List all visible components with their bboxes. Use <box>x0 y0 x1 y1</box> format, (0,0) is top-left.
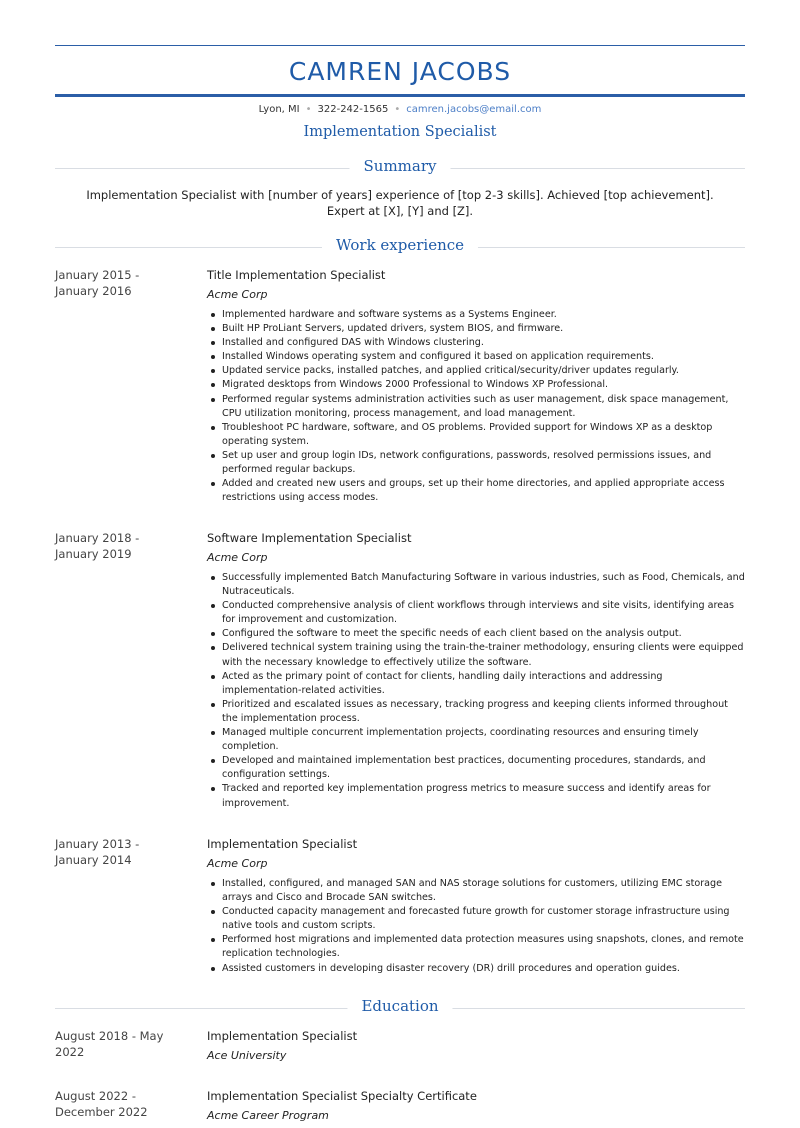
education-school: Acme Career Program <box>207 1109 329 1122</box>
phone: 322-242-1565 <box>317 104 389 115</box>
job-company: Acme Corp <box>207 288 268 301</box>
job-bullets <box>207 571 745 811</box>
job-company: Acme Corp <box>207 857 268 870</box>
summary-heading <box>55 157 745 179</box>
candidate-name: CAMREN JACOBS <box>288 57 512 86</box>
job-bullets <box>207 308 745 505</box>
bullet-item: Set up user and group login IDs, network configurations, passwords, resolved permissions issues, and performed regular backups. <box>222 449 745 477</box>
education-heading <box>55 997 745 1019</box>
separator-dot: • <box>394 104 401 115</box>
job-dates: January 2015 - January 2016 <box>55 268 140 298</box>
bullet-item: Successfully implemented Batch Manufacturing Software in various industries, such as Food, Chemicals, and Nutraceuticals. <box>222 571 745 599</box>
experience-heading <box>55 236 745 258</box>
bullet-item: Built HP ProLiant Servers, updated drivers, system BIOS, and firmware. <box>222 322 745 336</box>
job-dates: January 2018 - January 2019 <box>55 531 140 561</box>
job-company: Acme Corp <box>207 551 268 564</box>
section-label: Work experience <box>322 236 478 254</box>
education-dates: August 2018 - May 2022 <box>55 1029 164 1059</box>
section-label: Education <box>347 997 452 1015</box>
job-role: Software Implementation Specialist <box>207 531 412 545</box>
bullet-item: Added and created new users and groups, set up their home directories, and applied appropriate access restrictions using access modes. <box>222 477 745 505</box>
summary-text: Implementation Specialist with [number of years] experience of [top 2-3 skills]. Achieved [top achievement]. Expert at [X], [Y] and [Z]. <box>86 188 714 218</box>
job-role: Implementation Specialist <box>207 837 358 851</box>
section-label: Summary <box>350 157 451 175</box>
top-divider <box>55 45 745 46</box>
bullet-item: Developed and maintained implementation best practices, documenting procedures, standards, and configuration settings. <box>222 754 745 782</box>
name-underline <box>55 94 745 97</box>
location: Lyon, MI <box>258 104 300 115</box>
bullet-item: Implemented hardware and software systems as a Systems Engineer. <box>222 308 745 322</box>
bullet-item: Conducted comprehensive analysis of client workflows through interviews and site visits, identifying areas for improvement and customization. <box>222 599 745 627</box>
bullet-item: Installed Windows operating system and configured it based on application requirements. <box>222 350 745 364</box>
bullet-item: Acted as the primary point of contact for clients, handling daily interactions and addressing implementation-related activities. <box>222 670 745 698</box>
bullet-item: Updated service packs, installed patches, and applied critical/security/driver updates regularly. <box>222 364 745 378</box>
bullet-item: Performed host migrations and implemented data protection measures using snapshots, clones, and remote replication technologies. <box>222 933 745 961</box>
bullet-item: Delivered technical system training using the train-the-trainer methodology, ensuring clients were equipped with the necessary knowledge to effectively utilize the software. <box>222 641 745 669</box>
email-link[interactable]: camren.jacobs@email.com <box>406 104 542 115</box>
education-degree: Implementation Specialist <box>207 1029 358 1043</box>
contact-line <box>0 104 800 115</box>
separator-dot: • <box>305 104 312 115</box>
job-role: Title Implementation Specialist <box>207 268 386 282</box>
job-dates: January 2013 - January 2014 <box>55 837 140 867</box>
job-bullets <box>207 877 745 976</box>
bullet-item: Configured the software to meet the specific needs of each client based on the analysis output. <box>222 627 745 641</box>
bullet-item: Migrated desktops from Windows 2000 Professional to Windows XP Professional. <box>222 378 745 392</box>
bullet-item: Prioritized and escalated issues as necessary, tracking progress and keeping clients informed throughout the implementation process. <box>222 698 745 726</box>
bullet-item: Conducted capacity management and forecasted future growth for customer storage infrastructure using native tools and custom scripts. <box>222 905 745 933</box>
education-school: Ace University <box>207 1049 287 1062</box>
bullet-item: Troubleshoot PC hardware, software, and OS problems. Provided support for Windows XP as a desktop operating system. <box>222 421 745 449</box>
bullet-item: Managed multiple concurrent implementation projects, coordinating resources and ensuring timely completion. <box>222 726 745 754</box>
job-title: Implementation Specialist <box>303 124 497 140</box>
education-dates: August 2022 - December 2022 <box>55 1089 148 1119</box>
bullet-item: Performed regular systems administration activities such as user management, disk space management, CPU utilization monitoring, process management, and load management. <box>222 393 745 421</box>
education-degree: Implementation Specialist Specialty Certificate <box>207 1089 477 1103</box>
bullet-item: Installed and configured DAS with Windows clustering. <box>222 336 745 350</box>
bullet-item: Installed, configured, and managed SAN and NAS storage solutions for customers, utilizing EMC storage arrays and Cisco and Brocade SAN switches. <box>222 877 745 905</box>
bullet-item: Tracked and reported key implementation progress metrics to measure success and identify areas for improvement. <box>222 782 745 810</box>
bullet-item: Assisted customers in developing disaster recovery (DR) drill procedures and operation guides. <box>222 962 745 976</box>
